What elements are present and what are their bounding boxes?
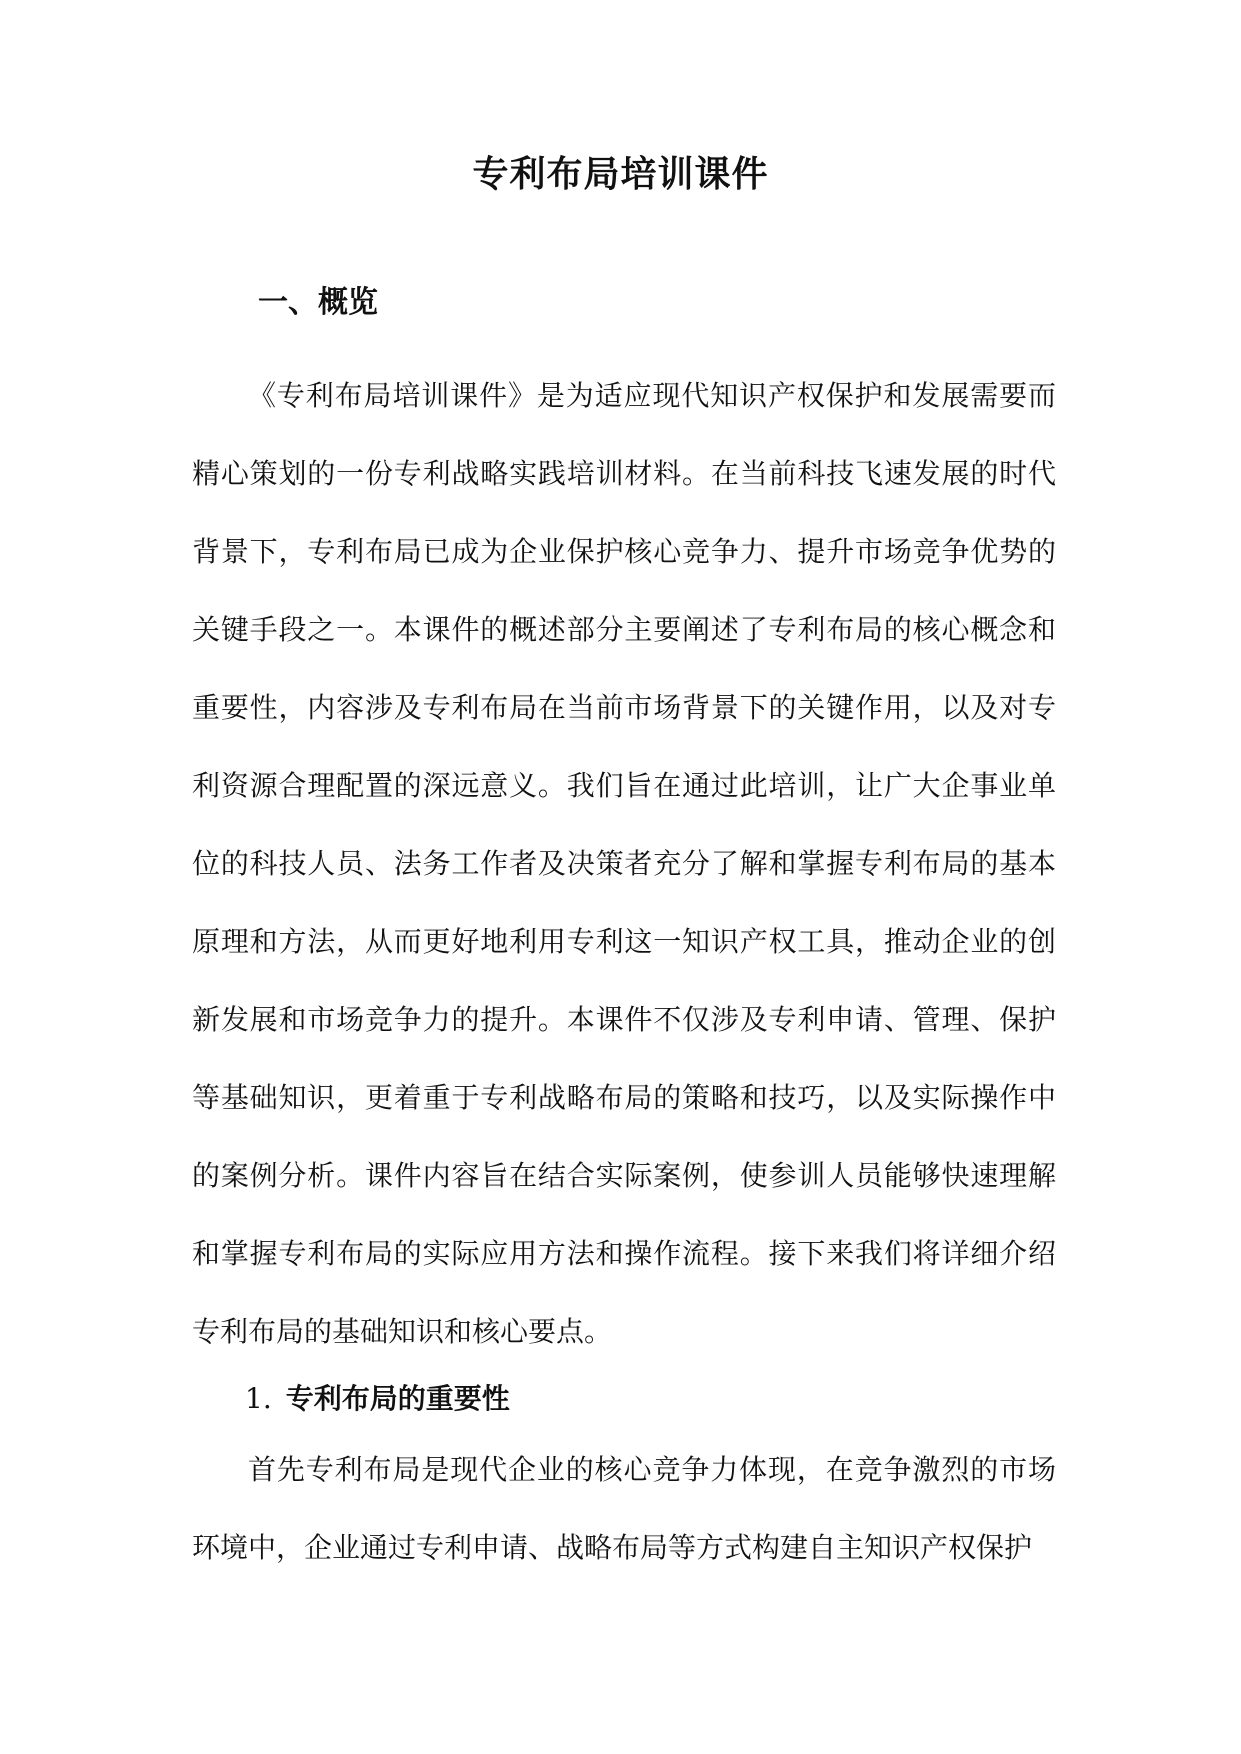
document-title: 专利布局培训课件 xyxy=(472,153,769,195)
overview-paragraph: 《专利布局培训课件》是为适应现代知识产权保护和发展需要而精心策划的一份专利战略实践培训材料。在当前科技飞速发展的时代背景下，专利布局已成为企业保护核心竞争力、提升市场竞争优势的关键手段之一。本课件的概述部分主要阐述了专利布局的核心概念和重要性，内容涉及专利布局在当前市场背景下的关键作用，以及对专利资源合理配置的深远意义。我们旨在通过此培训，让广大企事业单位的科技人员、法务工作者及决策者充分了解和掌握专利布局的基本原理和方法，从而更好地利用专利这一知识产权工具，推动企业的创新发展和市场竞争力的提升。本课件不仅涉及专利申请、管理、保护等基础知识，更着重于专利战略布局的策略和技巧，以及实际操作中的案例分析。课件内容旨在结合实际案例，使参训人员能够快速理解和掌握专利布局的实际应用方法和操作流程。接下来我们将详细介绍专利布局的基础知识和核心要点。 xyxy=(192,379,1056,1348)
subsection-number: 1. xyxy=(245,1382,272,1415)
importance-paragraph: 首先专利布局是现代企业的核心竞争力体现，在竞争激烈的市场环境中，企业通过专利申请、战略布局等方式构建自主知识产权保护 xyxy=(192,1453,1056,1564)
section-heading-overview: 一、概览 xyxy=(258,285,378,320)
subsection-title: 专利布局的重要性 xyxy=(285,1382,510,1415)
subsection-heading xyxy=(245,1379,510,1419)
